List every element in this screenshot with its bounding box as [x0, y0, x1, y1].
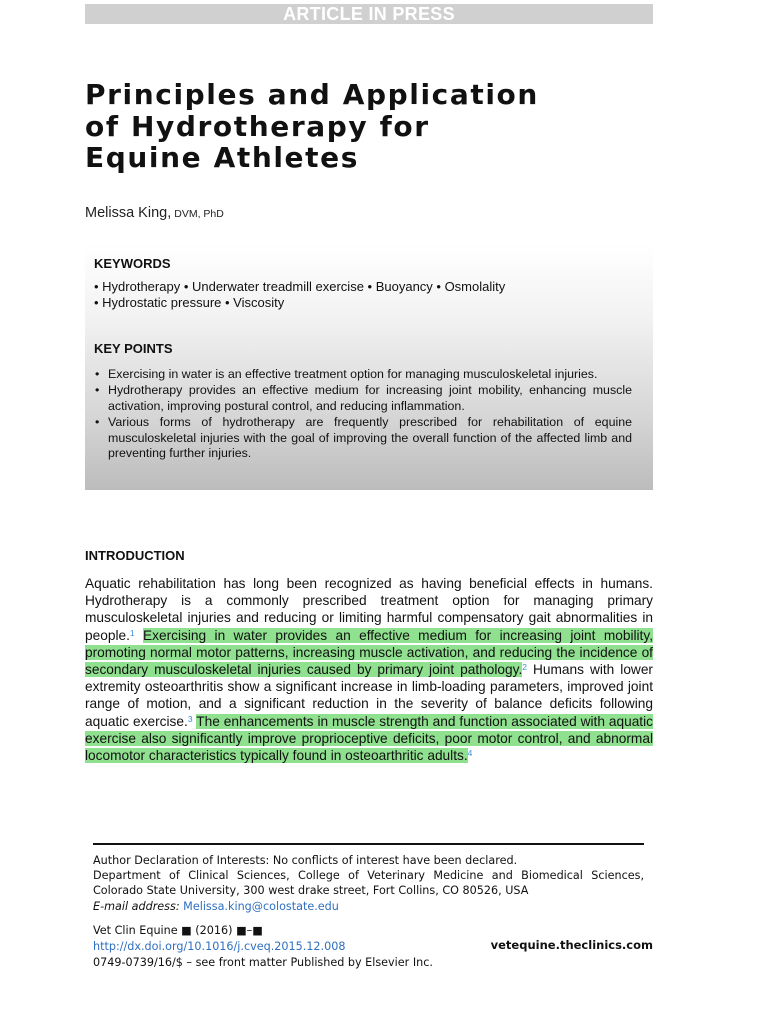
footnote-divider: [93, 843, 644, 845]
email-line: [93, 899, 644, 914]
keywords-line: • Hydrostatic pressure • Viscosity: [94, 295, 285, 310]
journal-citation: Vet Clin Equine ■ (2016) ■–■: [93, 924, 263, 937]
keywords-line: • Hydrotherapy • Underwater treadmill exercise • Buoyancy • Osmolality: [94, 279, 506, 294]
author-name: Melissa King,: [85, 205, 172, 221]
issn-line: 0749-0739/16/$ – see front matter Published by Elsevier Inc.: [93, 956, 433, 970]
author-byline: [85, 205, 224, 221]
reference-link[interactable]: 1: [129, 627, 135, 638]
key-points-list: [94, 367, 632, 462]
email-label: E-mail address:: [93, 899, 180, 913]
keywords-keypoints-box: [85, 244, 653, 490]
author-footnote: [93, 853, 644, 914]
key-point-item: • Hydrotherapy provides an effective medium for increasing joint mobility, enhancing muscle activation, improving postural control, and reducing inflammation.: [94, 383, 632, 414]
journal-website: vetequine.theclinics.com: [490, 938, 653, 952]
highlighted-sentence: Exercising in water provides an effective medium for increasing joint mobility, promoting normal motor patterns, increasing muscle activation, and reducing the incidence of secondary musculoskeletal injuries caused by primary joint pathology.: [85, 627, 653, 678]
reference-link[interactable]: 3: [187, 713, 193, 724]
citation-block: [93, 923, 433, 972]
author-credentials: DVM, PhD: [174, 208, 224, 220]
article-title: [85, 79, 539, 174]
title-line: Principles and Application: [85, 78, 539, 111]
title-line: Equine Athletes: [85, 141, 359, 174]
reference-link[interactable]: 2: [522, 662, 527, 673]
introduction-paragraph: [85, 575, 653, 764]
intro-sentence: Aquatic rehabilitation has long been recognized as having beneficial effects in humans. Hydrotherapy is a commonly prescribed treatment option for managing primary musculoskeletal injuries and reducing or limiting harmful compensatory gait abnormalities in people.: [85, 576, 653, 643]
affiliation-text: Department of Clinical Sciences, College of Veterinary Medicine and Biomedical Sciences, Colorado State University, 300 west drake street, Fort Collins, CO 80526, USA: [93, 869, 644, 898]
key-point-item: • Various forms of hydrotherapy are frequently prescribed for rehabilitation of equine musculoskeletal injuries with the goal of improving the overall function of the affected limb and preventing further injuries.: [94, 415, 632, 461]
article-in-press-banner: ARTICLE IN PRESS: [85, 4, 653, 24]
email-link[interactable]: Melissa.king@colostate.edu: [183, 899, 339, 913]
highlighted-sentence: The enhancements in muscle strength and function associated with aquatic exercise also significantly improve proprioceptive deficits, poor motor control, and abnormal locomotor characteristics typically found in osteoarthritic adults.: [85, 713, 653, 764]
declaration-text: Author Declaration of Interests: No conflicts of interest have been declared.: [93, 854, 518, 867]
intro-sentence: Humans with lower extremity osteoarthritis show a significant increase in limb-loading parameters, improved joint range of motion, and a significant reduction in the severity of balance deficits following aquatic exercise.: [85, 662, 653, 729]
keywords-heading: KEYWORDS: [94, 256, 171, 271]
key-points-heading: KEY POINTS: [94, 341, 173, 356]
reference-link[interactable]: 4: [467, 748, 473, 759]
doi-link[interactable]: http://dx.doi.org/10.1016/j.cveq.2015.12.008: [93, 940, 346, 954]
key-point-item: • Exercising in water is an effective treatment option for managing musculoskeletal injuries.: [94, 367, 632, 382]
introduction-heading: INTRODUCTION: [85, 548, 185, 563]
title-line: of Hydrotherapy for: [85, 109, 430, 143]
